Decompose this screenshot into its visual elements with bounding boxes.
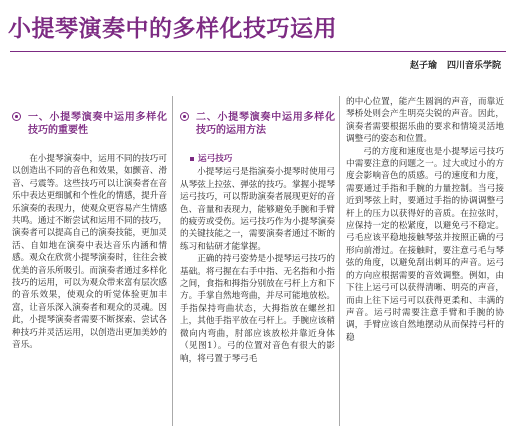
author-affiliation: 四川音乐学院	[446, 61, 501, 71]
column-1	[12, 97, 167, 352]
body-paragraph: 弓的方度和速度也是小提琴运弓技巧中需要注意的问题之一。过大或过小的方度会影响音色的质感。弓的速度和力度，需要通过手指和手腕的力量控制。当弓接近到琴弦上时，要通过手指的协调调整弓杆上的压力以获得好的音质。在拉弦时，应保持一定的松紧度，以避免弓不稳定。弓毛应该平稳地接触琴弦并按照正确的弓形向前滑过。在接触时，要注意弓毛与琴弦的角度，以避免刮出刺耳的声音。运弓的方向应根据需要的音效调整。例如，由下往上运弓可以获得清晰、明亮的声音，而由上往下运弓可以获得更柔和、丰满的声音。运弓时需要注意手臂和手腕的协调，手臂应该自然地摆动从而保持弓杆的稳	[346, 146, 504, 343]
body-paragraph: 在小提琴演奏中，运用不同的技巧可以创造出不同的音色和效果，如颤音、滑音、弓震等。这些技巧可以让演奏者在音乐中表达更细腻和个性化的情感，提升音乐演奏的表现力，使观众更容易产生情感共鸣。通过不断尝试和运用不同的技巧，演奏者可以提高自己的演奏技能，更加灵活、自如地在演奏中表达音乐内涵和情感。观众在欣赏小提琴演奏时，往往会被优美的音乐所吸引。而演奏者通过多样化技巧的运用，可以为观众带来富有层次感的音乐效果，使观众的听觉体验更加丰富，让音乐深入演奏者和观众的灵魂。因此，小提琴演奏者需要不断探索、尝试各种技巧并灵活运用，以创造出更加美妙的音乐。	[12, 154, 167, 351]
title-rule	[10, 51, 506, 52]
body-paragraph: 正确的持弓姿势是小提琴运弓技巧的基础。将弓握在右手中指、无名指和小指之间，食指和拇指分别放在弓杆上方和下方。手掌自然地弯曲，并尽可能地放松。手指保持弯曲状态，大拇指放在螺丝扣上，其他手指平放在弓杆上。手腕应该稍微向内弯曲，肘部应该放松并靠近身体（见图1）。弓的位置对音色有很大的影响，将弓置于琴弓毛	[180, 254, 335, 364]
square-bullet-icon	[190, 157, 194, 161]
column-3	[346, 96, 504, 344]
body-paragraph: 的中心位置，能产生圆润的声音，而靠近琴桥处则会产生明亮尖锐的声音。因此，演奏者需要根据乐曲的要求和情境灵活地调整弓的姿态和位置。	[346, 97, 504, 145]
article-title: 小提琴演奏中的多样化技巧运用	[8, 15, 337, 42]
section-heading	[180, 111, 335, 137]
column-divider	[172, 96, 173, 426]
bullet-icon	[180, 112, 189, 121]
column-divider	[339, 96, 340, 426]
body-paragraph: 小提琴运弓是指演奏小提琴时使用弓从琴弦上拉弦、弹弦的技巧。掌握小提琴运弓技巧，可以帮助演奏者展现更好的音色、音量和表现力，能够避免手腕和手臂的疲劳或受伤。运弓技巧作为小提琴演奏的关键技能之一，需要演奏者通过不断的练习和钻研才能掌握。	[180, 167, 335, 252]
section-heading-text: 二、小提琴演奏中运用多样化技巧的运用方法	[196, 112, 335, 136]
author-line	[410, 58, 501, 71]
column-2	[180, 97, 335, 365]
section-heading-text: 一、小提琴演奏中运用多样化技巧的重要性	[28, 112, 167, 136]
bullet-icon	[12, 112, 21, 121]
author-name: 赵子瑜	[409, 61, 437, 71]
section-heading	[12, 111, 167, 137]
subheading: 运弓技巧	[180, 153, 335, 165]
